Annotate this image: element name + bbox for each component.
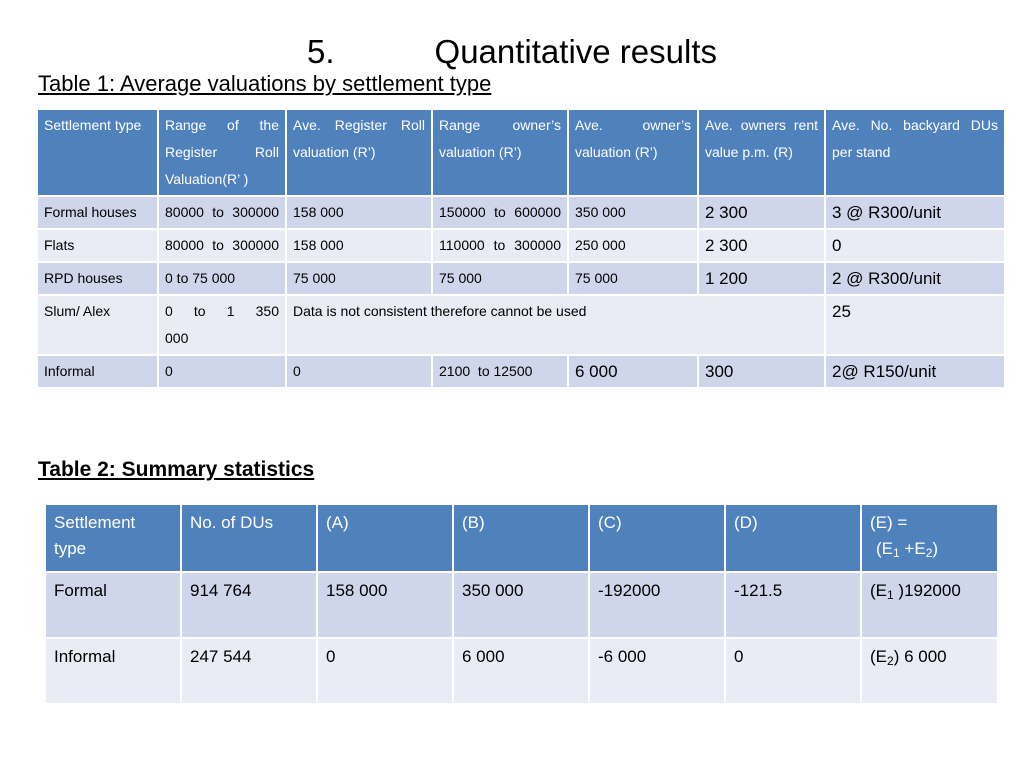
table-cell: 300: [698, 355, 825, 388]
header-e-line1: (E) =: [870, 513, 908, 532]
table-cell: Flats: [37, 229, 158, 262]
subscript: 1: [893, 546, 900, 560]
table-cell: 110000 to 300000: [432, 229, 568, 262]
table-cell: Slum/ Alex: [37, 295, 158, 355]
table-cell: 158 000: [317, 572, 453, 638]
table-row: [45, 572, 998, 638]
table-cell: 25: [825, 295, 1005, 355]
table-cell: 350 000: [568, 196, 698, 229]
header-e-text: (E: [876, 539, 893, 558]
header-cell: (A): [317, 504, 453, 572]
table-cell: Formal houses: [37, 196, 158, 229]
table2-summary-statistics: [44, 503, 999, 705]
e-text: ) 6 000: [893, 647, 947, 666]
table-cell: 0 to 75 000: [158, 262, 286, 295]
table-cell: 75 000: [568, 262, 698, 295]
header-cell: Ave. No. backyard DUs per stand: [825, 109, 1005, 196]
table-cell: 0: [825, 229, 1005, 262]
table-cell: 0: [317, 638, 453, 704]
table-cell: -121.5: [725, 572, 861, 638]
header-e-line2: [870, 536, 989, 566]
table-cell: 3 @ R300/unit: [825, 196, 1005, 229]
section-title: Quantitative results: [434, 33, 717, 70]
e-text: (E: [870, 647, 887, 666]
header-cell: Ave. owners rent value p.m. (R): [698, 109, 825, 196]
table2-caption: Table 2: Summary statistics: [38, 458, 315, 481]
table-cell: 6 000: [568, 355, 698, 388]
table-cell: 2 300: [698, 196, 825, 229]
table-row: [37, 229, 1005, 262]
table-cell: 914 764: [181, 572, 317, 638]
table-row: [37, 295, 1005, 355]
e-text: (E: [870, 581, 887, 600]
table-cell: 75 000: [432, 262, 568, 295]
subscript: 2: [925, 546, 933, 560]
table-cell-merged: Data is not consistent therefore cannot be used: [286, 295, 825, 355]
header-cell: Settlement type: [45, 504, 181, 572]
table-cell: 2@ R150/unit: [825, 355, 1005, 388]
header-cell: Range owner’s valuation (R’): [432, 109, 568, 196]
table-cell: 80000 to 300000: [158, 229, 286, 262]
table-row: [37, 262, 1005, 295]
table1-caption: Table 1: Average valuations by settlement type: [38, 71, 492, 96]
header-cell: Ave. Register Roll valuation (R’): [286, 109, 432, 196]
table-header-row: [45, 504, 998, 572]
header-cell: Settlement type: [37, 109, 158, 196]
table-cell: Informal: [45, 638, 181, 704]
table-cell: 350 000: [453, 572, 589, 638]
table-cell: Informal: [37, 355, 158, 388]
table-row: [37, 196, 1005, 229]
subscript: 2: [887, 654, 894, 668]
table-row: [45, 638, 998, 704]
table-cell: 2 300: [698, 229, 825, 262]
table-cell: 250 000: [568, 229, 698, 262]
table-header-row: [37, 109, 1005, 196]
header-cell-e: [861, 504, 998, 572]
table-cell: 150000 to 600000: [432, 196, 568, 229]
header-cell: (B): [453, 504, 589, 572]
header-cell: No. of DUs: [181, 504, 317, 572]
subscript: 1: [887, 588, 894, 602]
header-cell: (C): [589, 504, 725, 572]
table-cell: 0: [158, 355, 286, 388]
header-e-text: ): [932, 539, 939, 558]
table-cell: 158 000: [286, 229, 432, 262]
table-cell: Formal: [45, 572, 181, 638]
table-cell: 158 000: [286, 196, 432, 229]
table1-average-valuations: [36, 108, 1006, 389]
table-cell-e: [861, 572, 998, 638]
table-cell: 2100 to 12500: [432, 355, 568, 388]
header-cell: Range of the Register Roll Valuation(R’ ): [158, 109, 286, 196]
header-e-text: +E: [899, 539, 926, 558]
table-cell: -6 000: [589, 638, 725, 704]
table-cell: 0 to 1 350 000: [158, 295, 286, 355]
e-text: )192000: [893, 581, 961, 600]
table-cell-e: [861, 638, 998, 704]
header-cell: Ave. owner’s valuation (R’): [568, 109, 698, 196]
table-cell: 2 @ R300/unit: [825, 262, 1005, 295]
table-cell: 0: [286, 355, 432, 388]
table-row: [37, 355, 1005, 388]
table-cell: 247 544: [181, 638, 317, 704]
table-cell: 75 000: [286, 262, 432, 295]
table-cell: 80000 to 300000: [158, 196, 286, 229]
table-cell: 1 200: [698, 262, 825, 295]
slide-title: [0, 32, 1024, 72]
table-cell: RPD houses: [37, 262, 158, 295]
section-number: 5.: [307, 33, 335, 70]
table-cell: -192000: [589, 572, 725, 638]
table-cell: 0: [725, 638, 861, 704]
header-cell: (D): [725, 504, 861, 572]
table-cell: 6 000: [453, 638, 589, 704]
